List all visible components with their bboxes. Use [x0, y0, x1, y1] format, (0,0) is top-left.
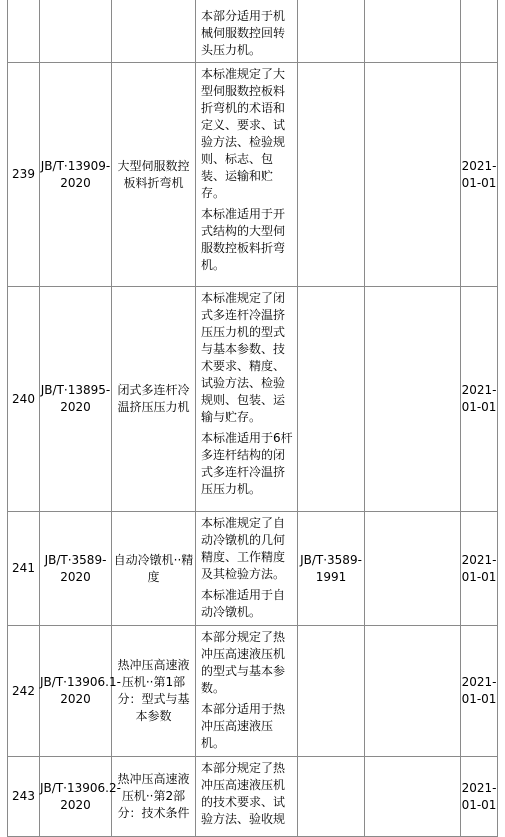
replaced-standard-cell [298, 626, 365, 757]
scope-description-cell [196, 0, 298, 63]
standard-code-cell: JB/T·13906.2-2020 [40, 757, 112, 837]
implementation-date-cell: 2021-01-01 [461, 63, 498, 287]
table-row [8, 626, 498, 757]
standard-name-cell: 热冲压高速液压机··第1部分：型式与基本参数 [112, 626, 196, 757]
replaced-standard-cell [298, 757, 365, 837]
standard-name-cell: 闭式多连杆冷温挤压压力机 [112, 287, 196, 512]
scope-paragraph: 本标准适用于6杆多连杆结构的闭式多连杆冷温挤压压力机。 [201, 431, 293, 496]
scope-paragraph: 本标准适用于开式结构的大型伺服数控板料折弯机。 [201, 207, 286, 272]
standard-code-cell: JB/T·13895-2020 [40, 287, 112, 512]
extra-cell [365, 512, 461, 626]
extra-cell [365, 757, 461, 837]
scope-paragraph: 本部分适用于热冲压高速液压机。 [201, 702, 286, 750]
scope-paragraph: 本部分适用于机械伺服数控回转头压力机。 [201, 9, 286, 57]
scope-paragraph: 本标准规定了闭式多连杆冷温挤压压力机的型式与基本参数、技术要求、精度、试验方法、检验规则、包装、运输与贮存。 [201, 291, 286, 424]
extra-cell [365, 626, 461, 757]
extra-cell [365, 63, 461, 287]
row-number-cell [8, 0, 40, 63]
standard-code-cell [40, 0, 112, 63]
standard-name-cell: 热冲压高速液压机··第2部分：技术条件 [112, 757, 196, 837]
implementation-date-cell: 2021-01-01 [461, 287, 498, 512]
implementation-date-cell [461, 0, 498, 63]
standard-code-cell: JB/T·3589-2020 [40, 512, 112, 626]
extra-cell [365, 0, 461, 63]
implementation-date-cell: 2021-01-01 [461, 757, 498, 837]
scope-description-cell [196, 757, 298, 837]
row-number-cell: 243 [8, 757, 40, 837]
standard-code-cell: JB/T·13906.1-2020 [40, 626, 112, 757]
scope-description-cell [196, 63, 298, 287]
row-number-cell: 241 [8, 512, 40, 626]
replaced-standard-cell [298, 0, 365, 63]
replaced-standard-cell [298, 63, 365, 287]
standard-name-cell [112, 0, 196, 63]
table-row [8, 287, 498, 512]
scope-paragraph: 本部分规定了热冲压高速液压机的型式与基本参数。 [201, 630, 286, 695]
table-row [8, 0, 498, 63]
replaced-standard-cell: JB/T·3589-1991 [298, 512, 365, 626]
implementation-date-cell: 2021-01-01 [461, 626, 498, 757]
table-row [8, 757, 498, 837]
implementation-date-cell: 2021-01-01 [461, 512, 498, 626]
standard-code-cell: JB/T·13909-2020 [40, 63, 112, 287]
scope-description-cell [196, 626, 298, 757]
scope-description-cell [196, 287, 298, 512]
extra-cell [365, 287, 461, 512]
table-row [8, 63, 498, 287]
standard-name-cell: 自动冷镦机··精度 [112, 512, 196, 626]
standards-table [7, 0, 498, 837]
scope-paragraph: 本部分规定了热冲压高速液压机的技术要求、试验方法、验收规 [201, 761, 286, 826]
table-row [8, 512, 498, 626]
standard-name-cell: 大型伺服数控板料折弯机 [112, 63, 196, 287]
scope-paragraph: 本标准规定了大型伺服数控板料折弯机的术语和定义、要求、试验方法、检验规则、标志、包装、运输和贮存。 [201, 67, 286, 200]
row-number-cell: 239 [8, 63, 40, 287]
scope-paragraph: 本标准适用于自动冷镦机。 [201, 588, 286, 619]
row-number-cell: 240 [8, 287, 40, 512]
row-number-cell: 242 [8, 626, 40, 757]
scope-description-cell [196, 512, 298, 626]
replaced-standard-cell [298, 287, 365, 512]
scope-paragraph: 本标准规定了自动冷镦机的几何精度、工作精度及其检验方法。 [201, 516, 286, 581]
